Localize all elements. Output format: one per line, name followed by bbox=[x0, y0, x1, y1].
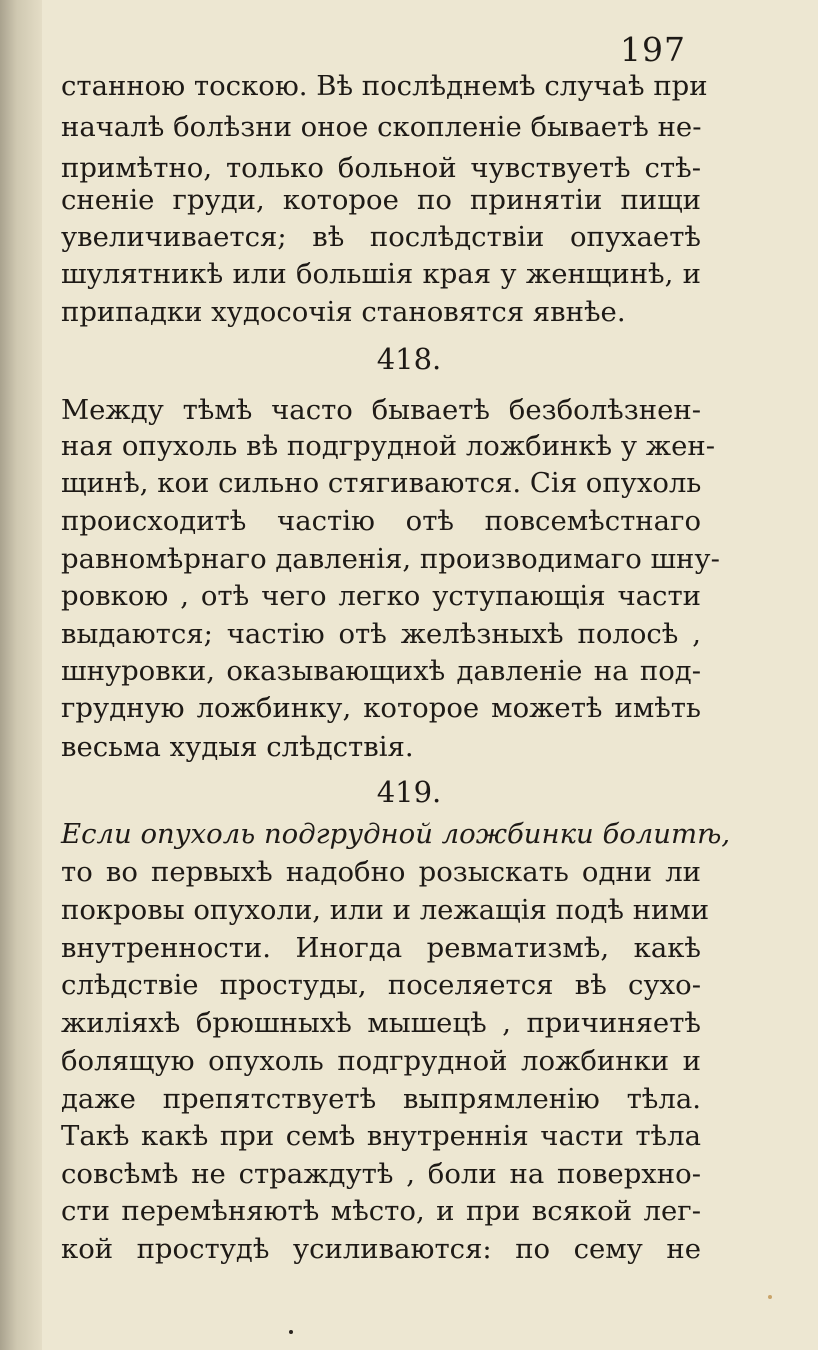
text-line: шулятникѣ или большія края у женщинѣ, и bbox=[61, 258, 701, 290]
text-line: увеличивается; вѣ послѣдствіи опухаетѣ bbox=[61, 221, 701, 253]
text-line: происходитѣ частію отѣ повсемѣстнаго bbox=[61, 505, 701, 537]
text-line: совсѣмѣ не страждутѣ , боли на поверхно- bbox=[61, 1158, 701, 1190]
text-line: примѣтно, только больной чувствуетѣ стѣ- bbox=[61, 152, 701, 184]
text-line: жиліяхѣ брюшныхѣ мышецѣ , причиняетѣ bbox=[61, 1007, 701, 1039]
text-line: сти перемѣняютѣ мѣсто, и при всякой лег- bbox=[61, 1195, 701, 1227]
text-line: началѣ болѣзни оное скопленіе бываетѣ не- bbox=[61, 111, 702, 143]
page-gutter-shadow bbox=[0, 0, 42, 1350]
text-line: кой простудѣ усиливаются: по сему не bbox=[61, 1233, 701, 1265]
text-line: щинѣ, кои сильно стягиваются. Сія опухоль bbox=[61, 467, 702, 499]
page-number: 197 bbox=[620, 30, 686, 69]
text-line: покровы опухоли, или и лежащія подѣ ними bbox=[61, 894, 710, 926]
text-line: Между тѣмѣ часто бываетѣ безболѣзнен- bbox=[61, 394, 701, 426]
text-line: то во первыхѣ надобно розыскать одни ли bbox=[61, 856, 701, 888]
section-number: 419. bbox=[376, 775, 442, 809]
text-line: болящую опухоль подгрудной ложбинки и bbox=[61, 1045, 701, 1077]
text-line: ная опухоль вѣ подгрудной ложбинкѣ у жен- bbox=[61, 430, 715, 462]
text-line: весьма худыя слѣдствія. bbox=[61, 731, 414, 763]
text-line: внутренности. Иногда ревматизмѣ, какѣ bbox=[61, 932, 701, 964]
text-line: станною тоскою. Вѣ послѣднемѣ случаѣ при bbox=[61, 70, 708, 102]
text-line: грудную ложбинку, которое можетѣ имѣть bbox=[61, 692, 701, 724]
text-line: шнуровки, оказывающихѣ давленіе на под- bbox=[61, 655, 701, 687]
text-line: даже препятствуетѣ выпрямленію тѣла. bbox=[61, 1083, 701, 1115]
text-line: слѣдствіе простуды, поселяется вѣ сухо- bbox=[61, 969, 701, 1001]
text-line: сненіе груди, которое по принятіи пищи bbox=[61, 184, 701, 216]
text-line: равномѣрнаго давленія, производимаго шну- bbox=[61, 543, 720, 575]
paper-stain bbox=[768, 1295, 772, 1299]
text-line: Такѣ какѣ при семѣ внутреннія части тѣла bbox=[61, 1120, 701, 1152]
text-line: припадки худосочія становятся явнѣе. bbox=[61, 296, 626, 328]
ink-speck bbox=[289, 1330, 293, 1334]
text-line: ровкою , отѣ чего легко уступающія части bbox=[61, 580, 701, 612]
text-line: выдаются; частію отѣ желѣзныхѣ полосѣ , bbox=[61, 618, 701, 650]
section-number: 418. bbox=[376, 342, 442, 376]
italic-lead-line: Если опухоль подгрудной ложбинки болитѣ, bbox=[61, 818, 731, 850]
